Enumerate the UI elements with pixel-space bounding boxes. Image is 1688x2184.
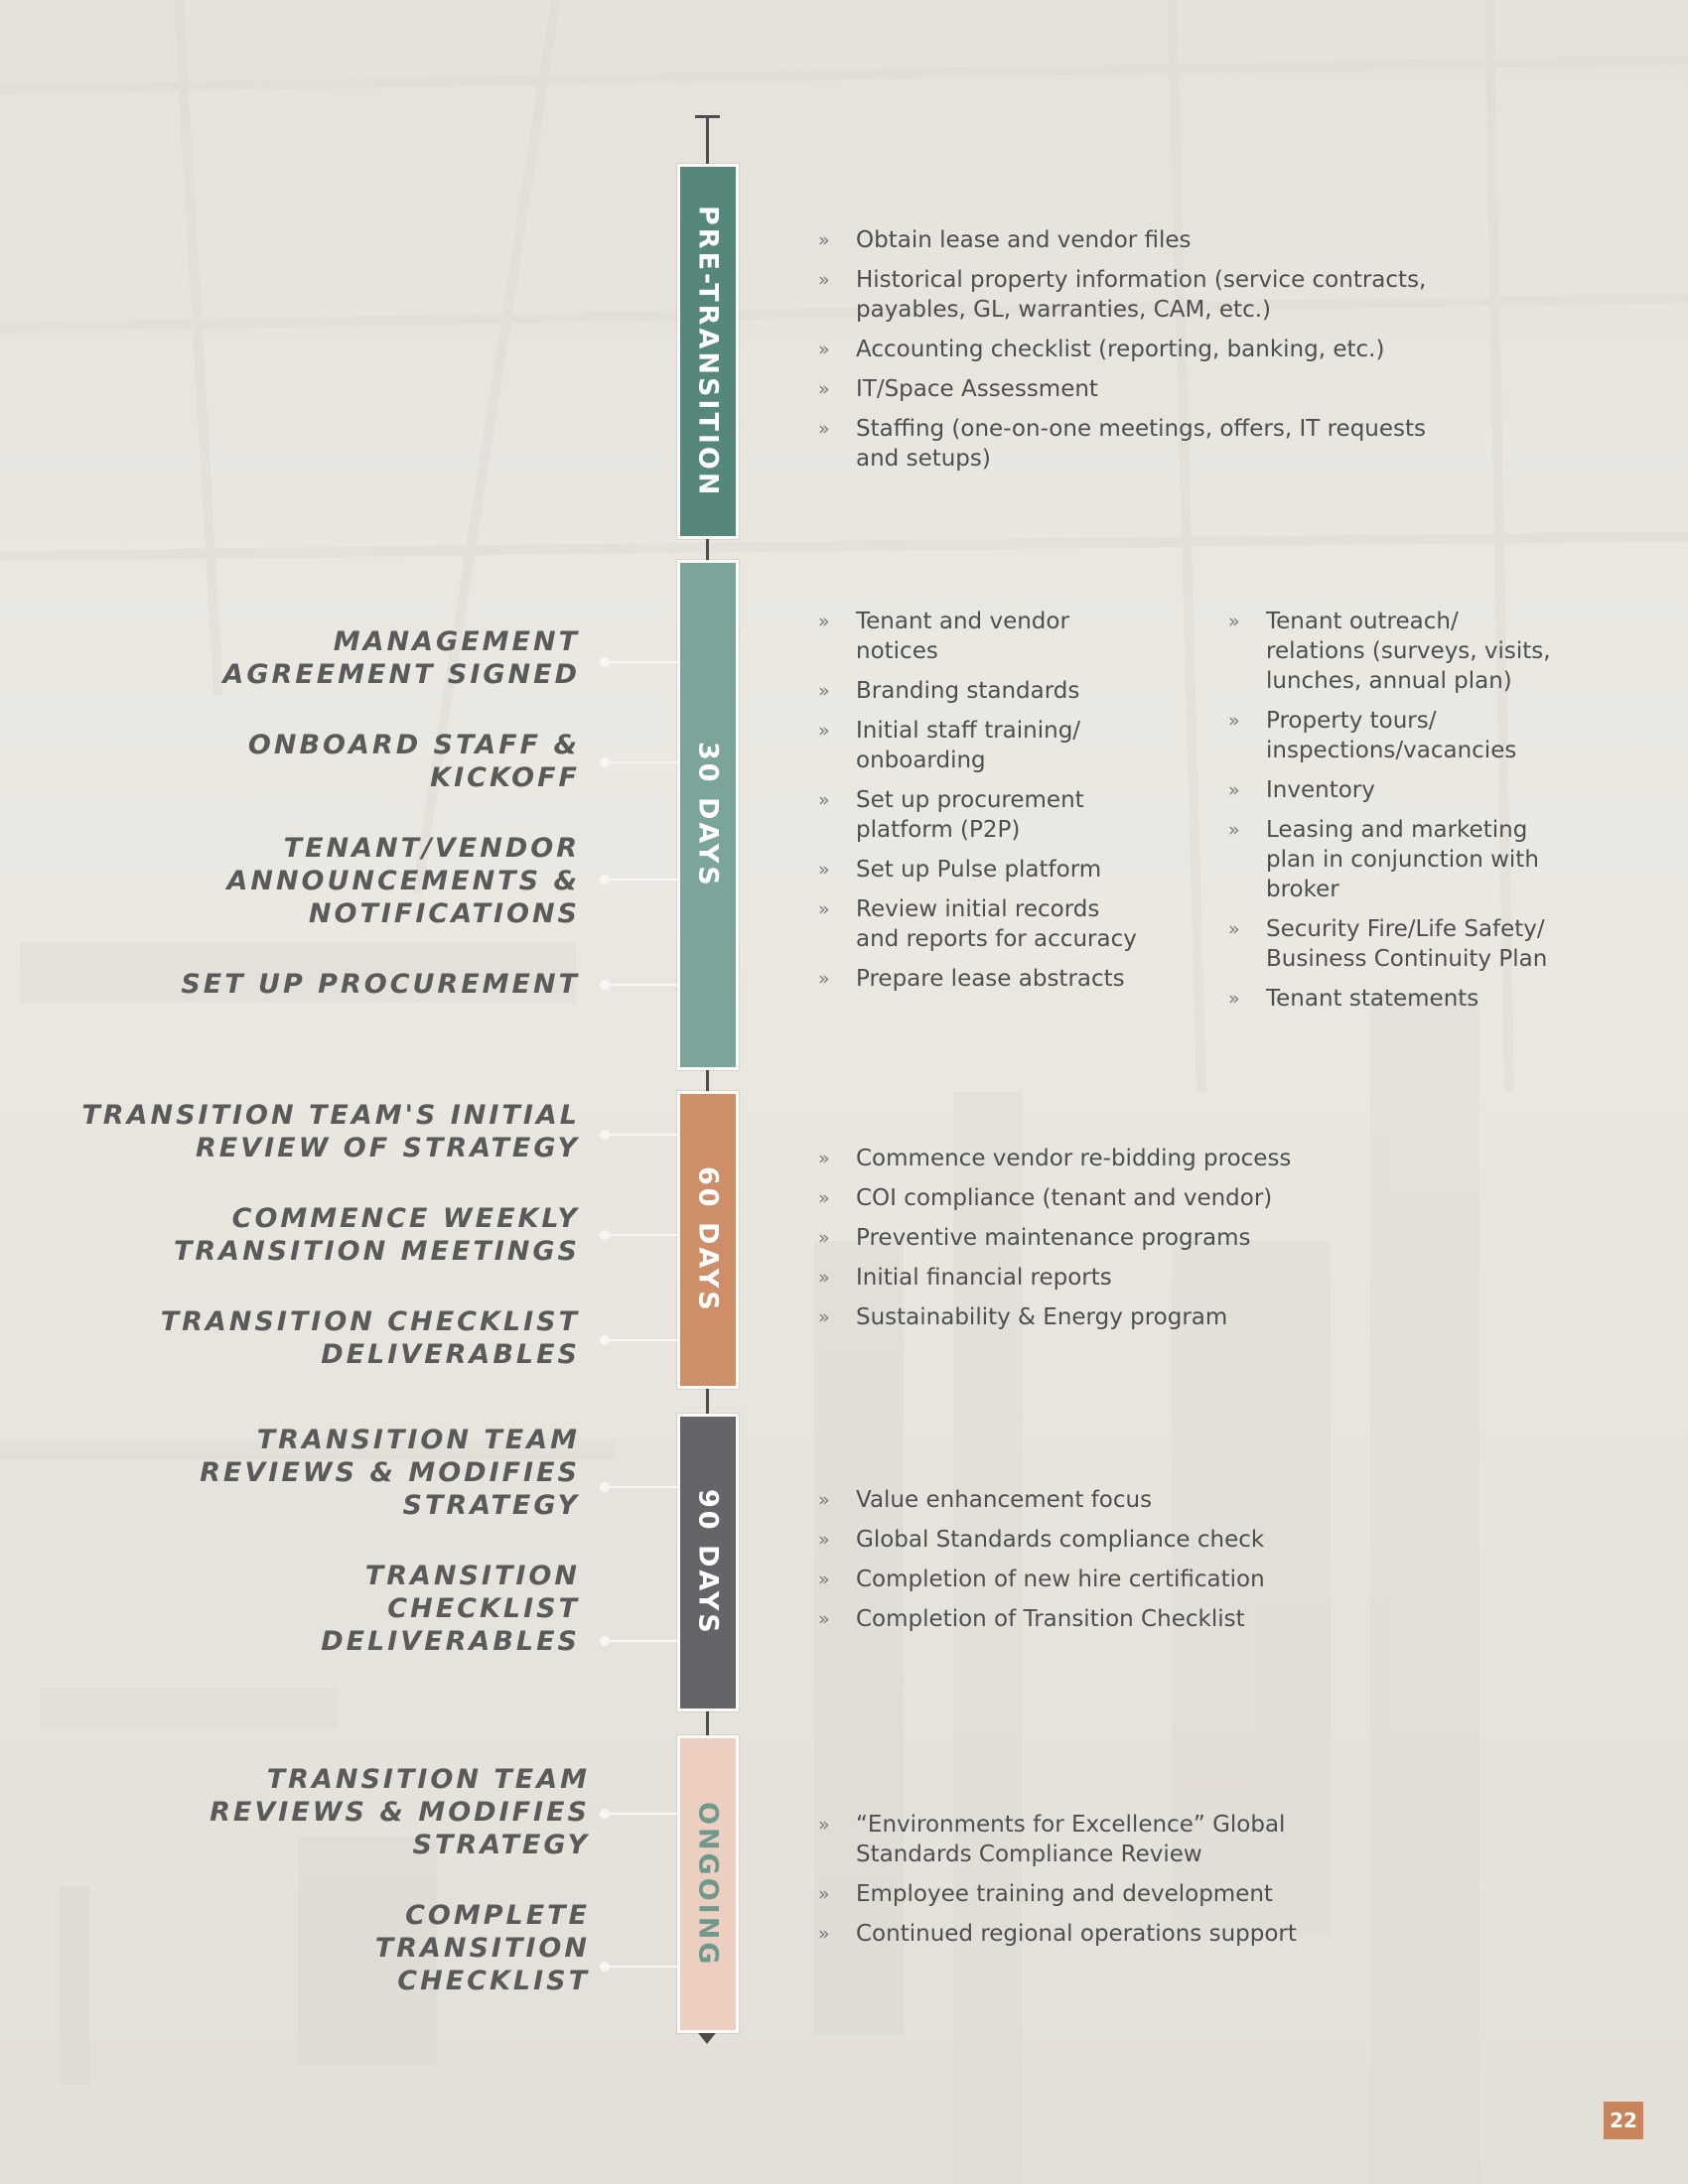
task-item: [818, 716, 1196, 775]
ongoing-tasks: [818, 1810, 1513, 1959]
task-item: [818, 265, 1513, 325]
phase-label: 60 DAYS: [692, 1166, 724, 1313]
task-text: inspections/vacancies: [1266, 738, 1517, 763]
task-text: Review initial records: [856, 896, 1100, 922]
bullet-marker-icon: »: [818, 229, 830, 251]
task-text: Completion of new hire certification: [856, 1567, 1265, 1592]
task-text: Global Standards compliance check: [856, 1527, 1265, 1553]
task-text: Tenant statements: [1266, 986, 1479, 1012]
task-text: Leasing and marketing: [1266, 817, 1528, 843]
task-item: [818, 676, 1196, 706]
bullet-marker-icon: »: [818, 1923, 830, 1945]
task-text: and setups): [856, 446, 991, 472]
phase-label: 90 DAYS: [692, 1489, 724, 1636]
milestone: MANAGEMENT AGREEMENT SIGNED: [222, 626, 580, 690]
bullet-marker-icon: »: [1228, 779, 1240, 801]
task-item: [1228, 706, 1625, 765]
task-text: “Environments for Excellence” Global: [856, 1812, 1286, 1838]
task-item: [818, 894, 1196, 954]
bullet-marker-icon: »: [818, 378, 830, 400]
bullet-marker-icon: »: [1228, 611, 1240, 632]
milestone-dot: [600, 1962, 610, 1972]
milestone: TRANSITION TEAM'S INITIAL REVIEW OF STRATEGY: [81, 1100, 580, 1163]
task-item: [818, 1810, 1513, 1869]
task-item: [818, 1485, 1513, 1515]
phase-ongoing: [677, 1735, 739, 2033]
phase-60-days: [677, 1091, 739, 1389]
task-item: [818, 1263, 1513, 1293]
pre-transition-tasks: [818, 225, 1513, 483]
task-item: [1228, 775, 1625, 805]
bullet-marker-icon: »: [818, 680, 830, 702]
task-text: onboarding: [856, 748, 986, 773]
task-text: Initial financial reports: [856, 1265, 1112, 1291]
task-text: relations (surveys, visits,: [1266, 638, 1551, 664]
milestone: ONBOARD STAFF & KICKOFF: [247, 730, 580, 793]
milestone-dot: [600, 1809, 610, 1819]
milestone: TRANSITION CHECKLIST DELIVERABLES: [160, 1306, 580, 1370]
milestone-dot: [600, 657, 610, 667]
task-item: [1228, 914, 1625, 974]
bullet-marker-icon: »: [818, 1187, 830, 1209]
task-text: Security Fire/Life Safety/: [1266, 916, 1545, 942]
milestone: TENANT/VENDOR ANNOUNCEMENTS & NOTIFICATIONS: [226, 833, 580, 929]
task-text: platform (P2P): [856, 817, 1021, 843]
task-item: [1228, 815, 1625, 904]
milestone-dot: [600, 1636, 610, 1646]
task-text: Completion of Transition Checklist: [856, 1606, 1245, 1632]
task-text: Tenant and vendor: [856, 609, 1069, 634]
bullet-marker-icon: »: [818, 1227, 830, 1249]
task-text: Property tours/: [1266, 708, 1437, 734]
task-text: payables, GL, warranties, CAM, etc.): [856, 297, 1272, 323]
milestone-connector: [604, 1234, 677, 1236]
milestone-dot: [600, 1335, 610, 1345]
milestone-connector: [604, 879, 677, 881]
task-text: Accounting checklist (reporting, banking, etc.): [856, 337, 1385, 362]
milestone-connector: [604, 1966, 677, 1968]
task-item: [1228, 984, 1625, 1014]
bullet-marker-icon: »: [818, 1814, 830, 1836]
milestone-dot: [600, 980, 610, 990]
task-item: [818, 335, 1513, 364]
bullet-marker-icon: »: [818, 1883, 830, 1905]
bullet-marker-icon: »: [818, 1489, 830, 1511]
phase-90-days: [677, 1414, 739, 1711]
bullet-marker-icon: »: [818, 1608, 830, 1630]
task-item: [818, 1183, 1513, 1213]
milestone-connector: [604, 984, 677, 986]
bullet-marker-icon: »: [818, 898, 830, 920]
task-text: plan in conjunction with: [1266, 847, 1539, 873]
task-item: [818, 1302, 1513, 1332]
task-item: [818, 607, 1196, 666]
task-text: lunches, annual plan): [1266, 668, 1512, 694]
bullet-marker-icon: »: [1228, 819, 1240, 841]
bullet-marker-icon: »: [818, 1267, 830, 1289]
task-item: [818, 855, 1196, 885]
task-item: [818, 785, 1196, 845]
task-text: broker: [1266, 877, 1339, 902]
task-text: Commence vendor re-bidding process: [856, 1146, 1292, 1171]
task-item: [818, 1879, 1513, 1909]
thirty-day-tasks-right: [1228, 607, 1625, 1024]
bullet-marker-icon: »: [818, 611, 830, 632]
task-text: Initial staff training/: [856, 718, 1081, 744]
sixty-day-tasks: [818, 1144, 1513, 1342]
phase-label: 30 DAYS: [692, 742, 724, 888]
task-item: [818, 1144, 1513, 1173]
phase-30-days: [677, 560, 739, 1070]
bullet-marker-icon: »: [818, 859, 830, 881]
task-text: Continued regional operations support: [856, 1921, 1297, 1947]
bullet-marker-icon: »: [1228, 918, 1240, 940]
milestone-dot: [600, 1482, 610, 1492]
task-text: notices: [856, 638, 938, 664]
milestone-connector: [604, 1640, 677, 1642]
task-text: Employee training and development: [856, 1881, 1273, 1907]
task-item: [818, 1919, 1513, 1949]
bullet-marker-icon: »: [818, 1569, 830, 1590]
milestone-dot: [600, 1130, 610, 1140]
task-item: [818, 1565, 1513, 1594]
phase-label: PRE-TRANSITION: [692, 205, 724, 498]
task-text: Standards Compliance Review: [856, 1842, 1202, 1867]
bullet-marker-icon: »: [818, 339, 830, 360]
milestone-connector: [604, 1486, 677, 1488]
milestone-dot: [600, 757, 610, 767]
milestone-connector: [604, 1813, 677, 1815]
task-item: [818, 1604, 1513, 1634]
thirty-day-tasks-left: [818, 607, 1196, 1004]
milestone-connector: [604, 761, 677, 763]
task-text: Preventive maintenance programs: [856, 1225, 1251, 1251]
task-text: Staffing (one-on-one meetings, offers, IT requests: [856, 416, 1427, 442]
task-text: and reports for accuracy: [856, 926, 1137, 952]
page-number: 22: [1604, 2102, 1643, 2139]
bullet-marker-icon: »: [818, 1529, 830, 1551]
bullet-marker-icon: »: [818, 968, 830, 990]
task-text: Set up procurement: [856, 787, 1084, 813]
milestone: COMPLETE TRANSITION CHECKLIST: [374, 1900, 590, 1996]
task-item: [818, 414, 1513, 474]
milestone-connector: [604, 1339, 677, 1341]
task-text: Value enhancement focus: [856, 1487, 1153, 1513]
task-text: Branding standards: [856, 678, 1080, 704]
task-item: [818, 225, 1513, 255]
milestone-dot: [600, 875, 610, 885]
task-item: [818, 1223, 1513, 1253]
milestone-connector: [604, 661, 677, 663]
timeline-start-cap: [695, 115, 720, 118]
task-item: [818, 1525, 1513, 1555]
task-text: Tenant outreach/: [1266, 609, 1459, 634]
bullet-marker-icon: »: [1228, 988, 1240, 1010]
bullet-marker-icon: »: [818, 720, 830, 742]
task-text: COI compliance (tenant and vendor): [856, 1185, 1273, 1211]
bullet-marker-icon: »: [818, 1306, 830, 1328]
bullet-marker-icon: »: [818, 1148, 830, 1169]
task-text: Business Continuity Plan: [1266, 946, 1548, 972]
bullet-marker-icon: »: [818, 269, 830, 291]
bullet-marker-icon: »: [1228, 710, 1240, 732]
milestone-connector: [604, 1134, 677, 1136]
phase-label: ONGOING: [692, 1801, 724, 1968]
milestone: TRANSITION TEAM REVIEWS & MODIFIES STRATEGY: [210, 1764, 590, 1860]
task-text: Historical property information (service contracts,: [856, 267, 1427, 293]
milestone: SET UP PROCUREMENT: [181, 969, 580, 1000]
ninety-day-tasks: [818, 1485, 1513, 1644]
milestone: COMMENCE WEEKLY TRANSITION MEETINGS: [173, 1203, 580, 1267]
task-text: Set up Pulse platform: [856, 857, 1102, 883]
task-item: [818, 964, 1196, 994]
bullet-marker-icon: »: [818, 418, 830, 440]
milestone: TRANSITION CHECKLIST DELIVERABLES: [321, 1561, 580, 1657]
task-text: Inventory: [1266, 777, 1375, 803]
bullet-marker-icon: »: [818, 789, 830, 811]
milestone: TRANSITION TEAM REVIEWS & MODIFIES STRATEGY: [200, 1425, 580, 1521]
task-text: Prepare lease abstracts: [856, 966, 1125, 992]
task-item: [818, 374, 1513, 404]
task-text: IT/Space Assessment: [856, 376, 1098, 402]
phase-pre-transition: [677, 164, 739, 539]
task-text: Sustainability & Energy program: [856, 1304, 1228, 1330]
milestone-dot: [600, 1230, 610, 1240]
task-text: Obtain lease and vendor files: [856, 227, 1192, 253]
task-item: [1228, 607, 1625, 696]
